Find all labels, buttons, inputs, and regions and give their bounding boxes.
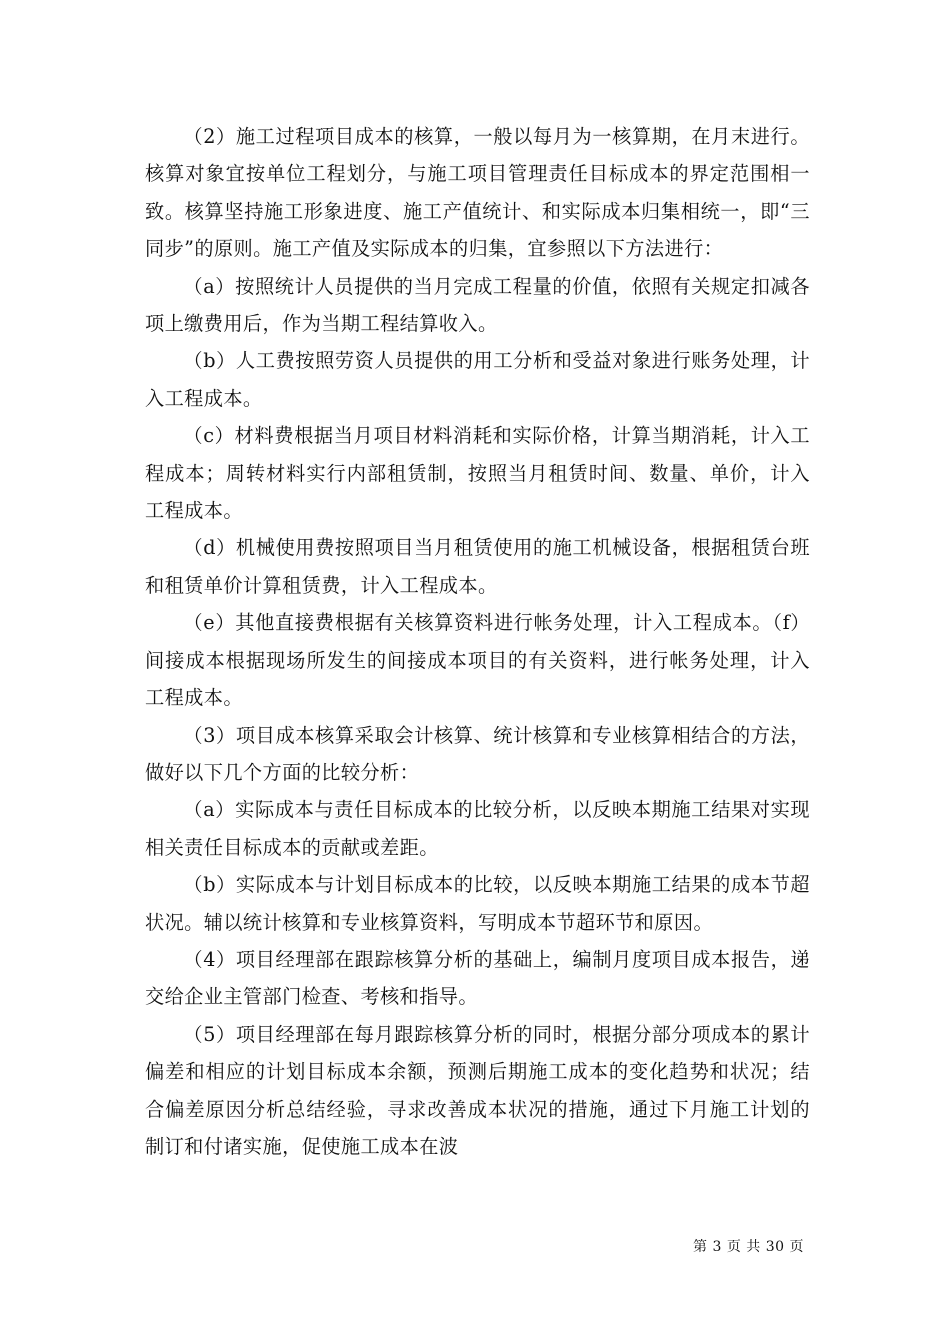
page-number-footer: 第 3 页 共 30 页: [693, 1239, 804, 1255]
paragraph-a-settlement-income: （a）按照统计人员提供的当月完成工程量的价值，依照有关规定扣减各项上缴费用后，作为当期工程结算收入。: [145, 274, 810, 336]
paragraph-b-plan-comparison: （b）实际成本与计划目标成本的比较，以反映本期施工结果的成本节超状况。辅以统计核算和专业核算资料，写明成本节超环节和原因。: [145, 873, 810, 934]
document-body: [145, 118, 810, 1165]
paragraph-4-monthly-report: （4）项目经理部在跟踪核算分析的基础上，编制月度项目成本报告，递交给企业主管部门检查、考核和指导。: [145, 947, 810, 1009]
paragraph-d-machinery-cost: （d）机械使用费按照项目当月租赁使用的施工机械设备，根据租赁台班和租赁单价计算租赁费，计入工程成本。: [145, 536, 810, 597]
paragraph-b-labor-cost: （b）人工费按照劳资人员提供的用工分析和受益对象进行账务处理，计入工程成本。: [145, 349, 810, 410]
paragraph-5-forecast: （5）项目经理部在每月跟踪核算分析的同时，根据分部分项成本的累计偏差和相应的计划目标成本余额，预测后期施工成本的变化趋势和状况；结合偏差原因分析总结经验，寻求改善成本状况的措施，通过下月施工计划的制订和付诸实施，促使施工成本在波: [145, 1022, 810, 1158]
paragraph-2-cost-accounting: （2）施工过程项目成本的核算，一般以每月为一核算期，在月末进行。核算对象宜按单位工程划分，与施工项目管理责任目标成本的界定范围相一致。核算坚持施工形象进度、施工产值统计、和实际成本归集相统一，即“三同步”的原则。施工产值及实际成本的归集，宜参照以下方法进行：: [145, 125, 810, 261]
paragraph-a-responsibility-comparison: （a）实际成本与责任目标成本的比较分析，以反映本期施工结果对实现相关责任目标成本的贡献或差距。: [145, 798, 810, 859]
paragraph-3-comparison-analysis: （3）项目成本核算采取会计核算、统计核算和专业核算相结合的方法，做好以下几个方面的比较分析：: [145, 723, 810, 784]
paragraph-e-f-other-cost: （e）其他直接费根据有关核算资料进行帐务处理，计入工程成本。（f）间接成本根据现场所发生的间接成本项目的有关资料，进行帐务处理，计入工程成本。: [145, 611, 810, 710]
paragraph-c-material-cost: （c）材料费根据当月项目材料消耗和实际价格，计算当期消耗，计入工程成本；周转材料实行内部租赁制，按照当月租赁时间、数量、单价，计入工程成本。: [145, 424, 810, 523]
